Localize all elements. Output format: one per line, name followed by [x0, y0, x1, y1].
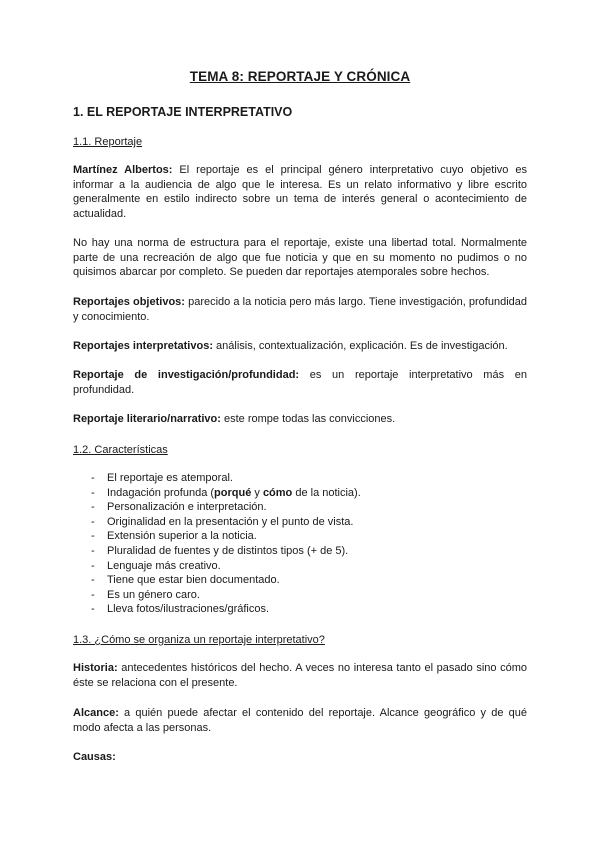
paragraph-reportaje-literario	[73, 412, 527, 427]
paragraph-label: Historia:	[73, 662, 118, 674]
paragraph-text: este rompe todas las convicciones.	[220, 413, 396, 425]
dash-bullet: -	[91, 515, 95, 528]
paragraph-text: parecido a la noticia pero más largo. Tiene investigación, profundidad y conocimiento.	[73, 296, 528, 323]
characteristics-list	[73, 471, 527, 617]
subsection-heading-organizacion: 1.3. ¿Cómo se organiza un reportaje interpretativo?	[73, 634, 325, 646]
paragraph-label: Reportaje literario/narrativo:	[73, 413, 221, 425]
list-item: - Originalidad en la presentación y el punto de vista.	[91, 515, 354, 528]
list-item: - Pluralidad de fuentes y de distintos tipos (+ de 5).	[91, 544, 349, 557]
paragraph-label: Martínez Albertos:	[73, 164, 173, 176]
paragraph-reportajes-objetivos	[73, 295, 527, 324]
dash-bullet: -	[91, 588, 95, 601]
list-item: - Personalización e interpretación.	[91, 501, 267, 514]
paragraph-text: antecedentes históricos del hecho. A veces no interesa tanto el pasado sino cómo éste se relaciona con el presente.	[73, 662, 527, 689]
list-item: - Lleva fotos/ilustraciones/gráficos.	[91, 603, 270, 616]
dash-bullet: -	[91, 486, 95, 499]
paragraph-text: a quién puede afectar el contenido del reportaje. Alcance geográfico y de qué modo afecta a las personas.	[73, 707, 527, 734]
paragraph-alcance	[73, 706, 527, 735]
paragraph-label: Alcance:	[73, 707, 119, 719]
list-item: - Tiene que estar bien documentado.	[91, 574, 280, 587]
list-item: - Lenguaje más creativo.	[91, 559, 221, 572]
section-heading: 1. EL REPORTAJE INTERPRETATIVO	[73, 105, 293, 119]
paragraph-text: No hay una norma de estructura para el reportaje, existe una libertad total. Normalmente parte de una recreación de algo que fue noticia y que en su momento no pudimos o no quisimos abarcar por completo. Se pueden dar reportajes atemporales sobre hechos.	[73, 237, 527, 279]
dash-bullet: -	[91, 559, 95, 572]
page-title: TEMA 8: REPORTAJE Y CRÓNICA	[189, 69, 411, 84]
paragraph-estructura	[73, 236, 527, 280]
dash-bullet: -	[91, 544, 95, 557]
paragraph-reportaje-investigacion	[73, 368, 527, 397]
dash-bullet: -	[91, 472, 95, 484]
dash-bullet: -	[91, 603, 95, 616]
paragraph-text: análisis, contextualización, explicación. Es de investigación.	[212, 340, 508, 352]
dash-bullet: -	[91, 501, 95, 514]
list-item: - El reportaje es atemporal.	[91, 472, 233, 484]
subsection-heading-caracteristicas: 1.2. Características	[73, 444, 168, 456]
paragraph-text: es un reportaje interpretativo más en profundidad.	[73, 369, 527, 396]
subsection-heading-reportaje: 1.1. Reportaje	[73, 136, 143, 148]
paragraph-label: Reportaje de investigación/profundidad:	[73, 369, 300, 381]
dash-bullet: -	[91, 574, 95, 587]
dash-bullet: -	[91, 530, 95, 543]
paragraph-historia	[73, 661, 527, 690]
list-item: - Extensión superior a la noticia.	[91, 530, 257, 543]
paragraph-text: El reportaje es el principal género interpretativo cuyo objetivo es informar a la audiencia de algo que le interesa. Es un relato informativo y libre escrito generalmente en estilo indirecto sobre un tema de interés general o acontecimiento de actualidad.	[73, 164, 527, 220]
list-item: - Es un género caro.	[91, 588, 200, 601]
paragraph-martinez-albertos	[73, 163, 527, 221]
paragraph-reportajes-interpretativos	[73, 339, 527, 354]
paragraph-label: Reportajes objetivos:	[73, 296, 185, 308]
paragraph-causas	[73, 750, 527, 765]
paragraph-label: Causas:	[73, 751, 116, 763]
list-item: - Indagación profunda (porqué y cómo de la noticia).	[91, 486, 361, 499]
paragraph-label: Reportajes interpretativos:	[73, 340, 213, 352]
